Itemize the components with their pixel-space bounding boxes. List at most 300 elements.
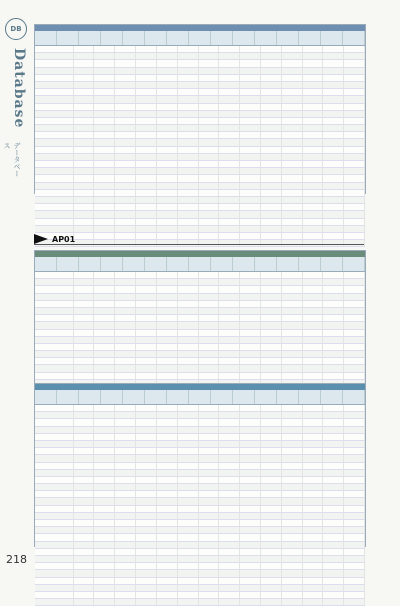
table-cell [74, 351, 95, 357]
table-cell [219, 585, 240, 591]
table-row [35, 337, 365, 344]
table-cell [178, 139, 199, 145]
table-cell [94, 75, 115, 81]
section-divider [34, 244, 364, 245]
table-cell [219, 427, 240, 433]
table-cell [303, 132, 324, 138]
table-cell [303, 419, 324, 425]
table-cell [136, 211, 157, 217]
table-cell [178, 190, 199, 196]
table-cell [136, 96, 157, 102]
table-cell [136, 520, 157, 526]
table-cell [74, 441, 95, 447]
table-cell [261, 125, 282, 131]
table-cell [94, 315, 115, 321]
table-row [35, 154, 365, 161]
table-cell [199, 520, 220, 526]
table-cell [323, 542, 344, 548]
table-row [35, 542, 365, 549]
table-cell [261, 89, 282, 95]
table-cell [115, 373, 136, 379]
table-cell [178, 75, 199, 81]
table-cell [323, 419, 344, 425]
table-cell [219, 211, 240, 217]
table-cell [282, 477, 303, 483]
table-cell [94, 197, 115, 203]
table-cell [35, 308, 74, 314]
table-cell [219, 365, 240, 371]
table-cell [136, 563, 157, 569]
table-cell [240, 294, 261, 300]
table-cell [74, 183, 95, 189]
table-cell [136, 226, 157, 232]
table-cell [74, 373, 95, 379]
table-cell [199, 534, 220, 540]
table-cell [35, 211, 74, 217]
table-cell [240, 337, 261, 343]
table-cell [323, 585, 344, 591]
table-cell [344, 448, 365, 454]
table-cell [136, 111, 157, 117]
table-row [35, 419, 365, 426]
table-cell [240, 161, 261, 167]
table-cell [282, 330, 303, 336]
table-cell [136, 441, 157, 447]
table-cell [94, 279, 115, 285]
table-cell [323, 463, 344, 469]
table-cell [323, 82, 344, 88]
table-cell [303, 578, 324, 584]
table-cell [157, 405, 178, 411]
table-cell [240, 204, 261, 210]
table-header [35, 31, 365, 46]
table-cell [303, 498, 324, 504]
table-row [35, 412, 365, 419]
table-cell [282, 513, 303, 519]
table-cell [282, 175, 303, 181]
table-cell [219, 434, 240, 440]
table-cell [282, 491, 303, 497]
table-cell [219, 542, 240, 548]
table-row [35, 556, 365, 563]
table-cell [157, 118, 178, 124]
table-cell [199, 96, 220, 102]
table-cell [261, 542, 282, 548]
table-cell [282, 183, 303, 189]
table-cell [219, 477, 240, 483]
table-cell [261, 75, 282, 81]
table-cell [323, 477, 344, 483]
table-cell [282, 527, 303, 533]
table-cell [219, 226, 240, 232]
table-cell [178, 286, 199, 292]
table-cell [157, 337, 178, 343]
table-cell [35, 578, 74, 584]
table-cell [35, 139, 74, 145]
table-cell [157, 125, 178, 131]
table-cell [94, 139, 115, 145]
table-cell [136, 68, 157, 74]
table-cell [94, 549, 115, 555]
table-cell [35, 125, 74, 131]
table-cell [282, 351, 303, 357]
table-cell [35, 570, 74, 576]
table-cell [94, 498, 115, 504]
table-cell [115, 455, 136, 461]
table-cell [178, 226, 199, 232]
table-cell [344, 570, 365, 576]
table-cell [261, 330, 282, 336]
table-cell [219, 405, 240, 411]
table-cell [219, 161, 240, 167]
table-cell [219, 118, 240, 124]
table-cell [303, 563, 324, 569]
table-row [35, 463, 365, 470]
table-row [35, 125, 365, 132]
table-cell [282, 139, 303, 145]
table-cell [94, 470, 115, 476]
table-cell [219, 455, 240, 461]
table-cell [199, 527, 220, 533]
table-cell [323, 322, 344, 328]
table-cell [303, 556, 324, 562]
table-cell [199, 82, 220, 88]
table-cell [94, 330, 115, 336]
table-cell [282, 82, 303, 88]
table-cell [94, 427, 115, 433]
table-cell [344, 89, 365, 95]
table-cell [240, 125, 261, 131]
table-cell [74, 470, 95, 476]
table-cell [157, 308, 178, 314]
table-cell [94, 286, 115, 292]
table-cell [282, 154, 303, 160]
table-row [35, 68, 365, 75]
table-cell [323, 219, 344, 225]
table-cell [94, 448, 115, 454]
table-cell [157, 427, 178, 433]
table-cell [178, 585, 199, 591]
table-row [35, 315, 365, 322]
table-cell [115, 470, 136, 476]
table-cell [199, 315, 220, 321]
table-cell [115, 233, 136, 239]
table-row [35, 75, 365, 82]
table-cell [136, 75, 157, 81]
table-cell [94, 506, 115, 512]
table-cell [136, 427, 157, 433]
table-cell [157, 219, 178, 225]
table-cell [178, 46, 199, 52]
table-cell [240, 498, 261, 504]
table-cell [157, 132, 178, 138]
table-cell [136, 412, 157, 418]
table-cell [282, 585, 303, 591]
table-cell [94, 118, 115, 124]
table-cell [261, 322, 282, 328]
table-cell [74, 405, 95, 411]
table-cell [240, 527, 261, 533]
table-cell [282, 75, 303, 81]
table-cell [344, 315, 365, 321]
table-cell [261, 197, 282, 203]
table-cell [157, 322, 178, 328]
table-cell [282, 118, 303, 124]
table-cell [115, 412, 136, 418]
table-cell [35, 286, 74, 292]
table-cell [136, 365, 157, 371]
table-cell [178, 60, 199, 66]
table-cell [261, 427, 282, 433]
table-cell [136, 358, 157, 364]
table-cell [240, 351, 261, 357]
table-row [35, 520, 365, 527]
table-cell [199, 46, 220, 52]
table-row [35, 427, 365, 434]
table-cell [219, 132, 240, 138]
table-cell [219, 175, 240, 181]
table-cell [282, 226, 303, 232]
table-cell [323, 190, 344, 196]
table-cell [157, 89, 178, 95]
table-cell [219, 197, 240, 203]
table-cell [94, 301, 115, 307]
table-cell [199, 154, 220, 160]
table-cell [261, 82, 282, 88]
table-row [35, 549, 365, 556]
table-cell [344, 286, 365, 292]
table-cell [282, 427, 303, 433]
table-cell [35, 226, 74, 232]
table-cell [323, 563, 344, 569]
table-cell [199, 139, 220, 145]
table-cell [199, 570, 220, 576]
table-cell [136, 351, 157, 357]
table-cell [136, 175, 157, 181]
table-cell [219, 286, 240, 292]
table-cell [178, 513, 199, 519]
table-cell [323, 549, 344, 555]
table-cell [199, 226, 220, 232]
table-cell [219, 82, 240, 88]
table-cell [157, 491, 178, 497]
table-cell [157, 82, 178, 88]
table-cell [219, 506, 240, 512]
table-cell [115, 190, 136, 196]
table-cell [261, 358, 282, 364]
table-cell [219, 190, 240, 196]
table-row [35, 272, 365, 279]
table-cell [303, 125, 324, 131]
table-cell [303, 197, 324, 203]
table-cell [261, 294, 282, 300]
table-cell [219, 68, 240, 74]
table-cell [178, 132, 199, 138]
table-cell [136, 161, 157, 167]
table-cell [35, 549, 74, 555]
table-cell [157, 315, 178, 321]
table-cell [178, 96, 199, 102]
table-cell [240, 470, 261, 476]
table-cell [94, 365, 115, 371]
table-cell [35, 175, 74, 181]
table-cell [323, 118, 344, 124]
table-cell [219, 599, 240, 605]
table-cell [178, 125, 199, 131]
table-row [35, 351, 365, 358]
table-cell [303, 183, 324, 189]
table-cell [157, 599, 178, 605]
table-cell [240, 89, 261, 95]
table-cell [323, 301, 344, 307]
table-row [35, 563, 365, 570]
page-number: 218 [6, 553, 27, 566]
table-cell [35, 434, 74, 440]
table-cell [35, 197, 74, 203]
table-cell [240, 197, 261, 203]
table-cell [136, 60, 157, 66]
table-cell [282, 315, 303, 321]
table-cell [136, 204, 157, 210]
table-row [35, 219, 365, 226]
table-cell [323, 315, 344, 321]
table-cell [35, 556, 74, 562]
table-cell [199, 405, 220, 411]
table-cell [178, 175, 199, 181]
table-cell [219, 154, 240, 160]
table-cell [74, 337, 95, 343]
table-cell [219, 139, 240, 145]
table-cell [219, 412, 240, 418]
table-cell [303, 272, 324, 278]
table-cell [199, 330, 220, 336]
table-cell [136, 294, 157, 300]
table-cell [136, 125, 157, 131]
table-cell [94, 219, 115, 225]
table-cell [261, 549, 282, 555]
table-cell [178, 233, 199, 239]
table-cell [261, 337, 282, 343]
table-cell [35, 183, 74, 189]
table-cell [115, 513, 136, 519]
table-cell [136, 578, 157, 584]
table-cell [282, 219, 303, 225]
table-cell [282, 286, 303, 292]
table-cell [157, 286, 178, 292]
table-cell [136, 118, 157, 124]
table-cell [323, 344, 344, 350]
table-cell [136, 527, 157, 533]
table-cell [240, 82, 261, 88]
table-cell [261, 506, 282, 512]
table-cell [178, 534, 199, 540]
table-cell [282, 570, 303, 576]
table-cell [282, 96, 303, 102]
table-cell [115, 111, 136, 117]
table-cell [74, 358, 95, 364]
table-cell [115, 419, 136, 425]
table-cell [323, 125, 344, 131]
table-cell [94, 463, 115, 469]
table-cell [344, 520, 365, 526]
table-cell [136, 219, 157, 225]
table-cell [282, 204, 303, 210]
table-cell [74, 89, 95, 95]
table-cell [178, 337, 199, 343]
table-cell [157, 96, 178, 102]
table-cell [178, 308, 199, 314]
table-cell [136, 233, 157, 239]
table-row [35, 455, 365, 462]
table-cell [178, 477, 199, 483]
table-cell [303, 294, 324, 300]
table-row [35, 294, 365, 301]
table-cell [240, 75, 261, 81]
table-cell [323, 68, 344, 74]
table-cell [282, 211, 303, 217]
table-cell [303, 211, 324, 217]
table-cell [323, 168, 344, 174]
table-cell [115, 484, 136, 490]
table-cell [157, 513, 178, 519]
table-cell [219, 448, 240, 454]
table-cell [199, 190, 220, 196]
table-cell [199, 75, 220, 81]
table-cell [136, 484, 157, 490]
table-cell [282, 294, 303, 300]
table-cell [303, 520, 324, 526]
table-cell [219, 308, 240, 314]
table-cell [282, 498, 303, 504]
table-row [35, 190, 365, 197]
table-cell [136, 154, 157, 160]
table-cell [199, 147, 220, 153]
table-cell [94, 308, 115, 314]
table-cell [94, 373, 115, 379]
table-cell [323, 351, 344, 357]
table-cell [136, 506, 157, 512]
table-cell [344, 308, 365, 314]
table-cell [136, 491, 157, 497]
table-cell [136, 556, 157, 562]
table-cell [323, 183, 344, 189]
table-cell [199, 308, 220, 314]
table-cell [323, 272, 344, 278]
table-cell [74, 506, 95, 512]
table-cell [94, 132, 115, 138]
table-cell [303, 104, 324, 110]
table-cell [35, 89, 74, 95]
table-cell [115, 477, 136, 483]
table-cell [115, 520, 136, 526]
table-cell [199, 183, 220, 189]
table-cell [157, 520, 178, 526]
table-cell [303, 427, 324, 433]
table-cell [157, 470, 178, 476]
table-cell [178, 104, 199, 110]
table-cell [344, 405, 365, 411]
table-cell [303, 330, 324, 336]
table-cell [323, 527, 344, 533]
table-cell [157, 570, 178, 576]
table-cell [240, 570, 261, 576]
table-cell [136, 301, 157, 307]
table-cell [219, 463, 240, 469]
table-cell [344, 455, 365, 461]
table-cell [35, 190, 74, 196]
table-row [35, 506, 365, 513]
table-cell [282, 463, 303, 469]
